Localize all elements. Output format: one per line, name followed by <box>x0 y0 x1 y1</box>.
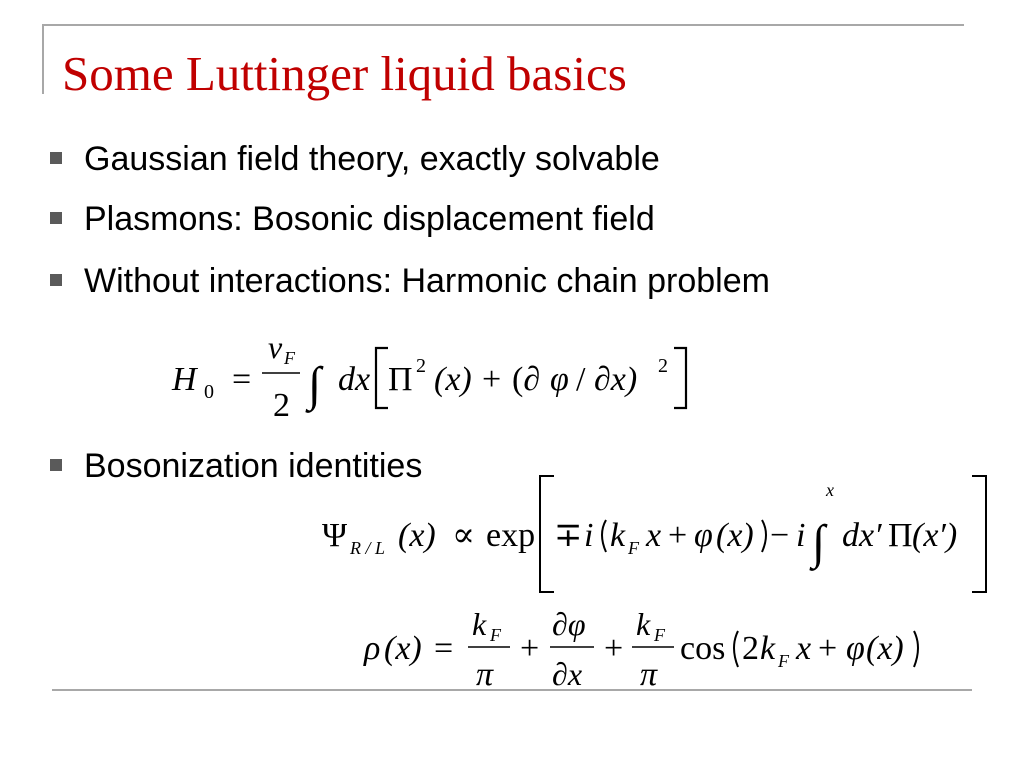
eq-symbol: k <box>760 630 776 667</box>
right-bracket <box>674 348 686 408</box>
eq-operator: − <box>770 517 790 554</box>
eq-subscript: F <box>654 625 665 645</box>
eq-symbol: dx <box>338 361 371 398</box>
eq-symbol: k <box>472 606 487 642</box>
integral-upper-limit: x <box>826 480 834 500</box>
right-paren <box>762 520 766 552</box>
eq-symbol: π <box>476 656 494 693</box>
left-bracket <box>540 476 554 592</box>
eq-symbol: φ <box>846 630 865 667</box>
eq-term: (x) <box>398 517 436 554</box>
eq-symbol: v <box>268 329 283 365</box>
bullet-text: Gaussian field theory, exactly solvable <box>84 140 660 178</box>
eq-function: cos <box>680 630 726 667</box>
frame-top-rule <box>42 24 964 26</box>
eq-operator: = <box>434 630 454 667</box>
eq-term: (x′) <box>912 517 958 554</box>
eq-symbol: k <box>636 606 651 642</box>
eq-symbol: φ <box>550 361 569 398</box>
eq-term: ∂φ <box>552 606 586 642</box>
eq-symbol: Π <box>388 361 413 398</box>
eq-term: (x) <box>434 361 472 398</box>
eq-number: 2 <box>742 630 759 667</box>
eq-superscript: 2 <box>658 355 668 377</box>
bullet-item <box>50 137 660 181</box>
square-bullet-icon <box>50 274 62 286</box>
eq-symbol: x <box>646 517 662 554</box>
frame-left-rule <box>42 24 44 94</box>
eq-operator: = <box>232 361 252 398</box>
eq-symbol: φ <box>694 517 713 554</box>
eq-symbol: π <box>640 656 658 693</box>
bullet-text: Plasmons: Bosonic displacement field <box>84 200 655 238</box>
eq-symbol: H <box>172 361 197 398</box>
eq-operator: / <box>576 361 586 398</box>
left-paren <box>734 631 738 667</box>
square-bullet-icon <box>50 152 62 164</box>
square-bullet-icon <box>50 212 62 224</box>
bullet-item <box>50 259 770 303</box>
eq-operator: ∓ <box>554 517 583 554</box>
eq-subscript: 0 <box>204 381 214 403</box>
eq-symbol: k <box>610 517 626 554</box>
bullet-text: Bosonization identities <box>84 447 423 485</box>
eq-term: ∂x) <box>594 361 638 398</box>
hamiltonian-equation <box>170 330 710 430</box>
eq-operator: + <box>604 630 624 667</box>
eq-number: 2 <box>273 387 290 424</box>
eq-subscript: F <box>628 538 639 558</box>
eq-operator: ∝ <box>452 517 476 554</box>
right-bracket <box>972 476 986 592</box>
eq-superscript: 2 <box>416 355 426 377</box>
eq-symbol: Π <box>888 517 913 554</box>
eq-symbol: i <box>796 517 806 554</box>
slide-title: Some Luttinger liquid basics <box>62 46 627 101</box>
bullet-item <box>50 197 655 241</box>
eq-operator: + <box>668 517 688 554</box>
square-bullet-icon <box>50 459 62 471</box>
eq-subscript: F <box>490 625 501 645</box>
eq-subscript: R / L <box>350 538 386 558</box>
eq-subscript: F <box>778 651 789 671</box>
eq-operator: + <box>818 630 838 667</box>
left-paren <box>602 520 606 552</box>
integral-sign: ∫ <box>308 358 322 411</box>
eq-symbol: Ψ <box>322 517 348 554</box>
eq-term: (x) <box>384 630 422 667</box>
eq-term: (x) <box>716 517 754 554</box>
eq-symbol: x <box>796 630 812 667</box>
psi-equation <box>322 470 1002 600</box>
density-equation <box>362 605 942 695</box>
bullet-text: Without interactions: Harmonic chain problem <box>84 262 770 300</box>
left-bracket <box>376 348 388 408</box>
right-paren <box>914 631 918 667</box>
eq-term: (∂ <box>512 361 541 398</box>
eq-function: exp <box>486 517 536 554</box>
eq-subscript: F <box>284 348 295 368</box>
eq-symbol: ρ <box>364 630 381 667</box>
eq-term: (x) <box>866 630 904 667</box>
eq-operator: + <box>482 361 502 398</box>
integral-sign: ∫ <box>812 516 826 569</box>
eq-term: dx′ <box>842 517 882 554</box>
eq-symbol: i <box>584 517 594 554</box>
eq-term: ∂x <box>552 656 583 692</box>
eq-operator: + <box>520 630 540 667</box>
